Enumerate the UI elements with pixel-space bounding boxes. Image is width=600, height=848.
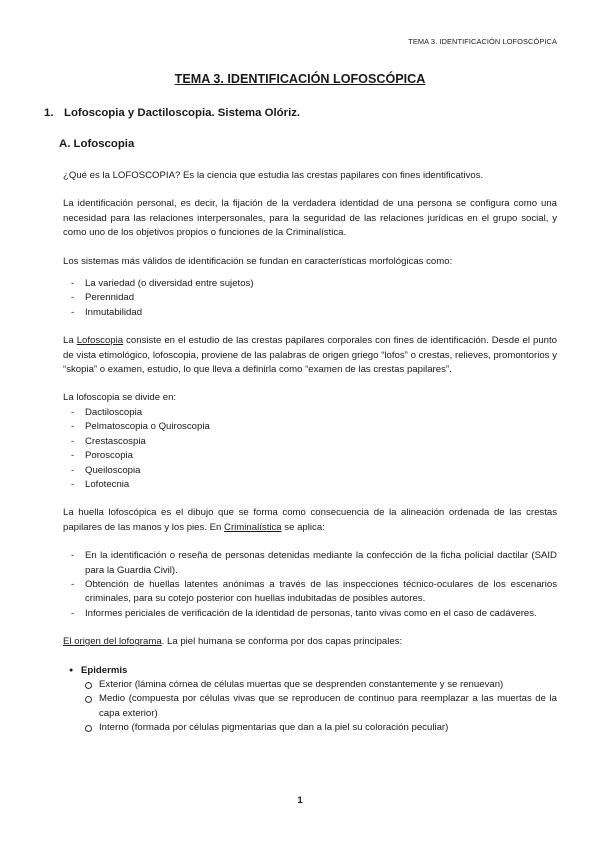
- paragraph-identification: La identificación personal, es decir, la fijación de la verdadera identidad de una persona se configura como una necesidad para las relaciones interpersonales, para la seguridad de las relaciones jurídicas en el grupo social, y como uno de los objetivos propios o funciones de la Criminalística.: [63, 198, 557, 239]
- applications-list: [63, 549, 557, 621]
- list-item: - La variedad (o diversidad entre sujetos): [63, 277, 557, 291]
- term-criminalistica: Criminalística: [224, 521, 282, 533]
- list-item: - Perennidad: [63, 291, 557, 305]
- running-header: TEMA 3. IDENTIFICACIÓN LOFOSCÓPICA: [408, 37, 557, 46]
- divisions-list: [63, 406, 557, 492]
- page-number: 1: [297, 795, 303, 806]
- list-item: Medio (compuesta por células vivas que se reproducen de continuo para reemplazar a las muertas de la capa exterior): [63, 692, 557, 721]
- epidermis-layers-list: [63, 678, 557, 736]
- list-item: - Crestascospia: [63, 435, 557, 449]
- paragraph-huella: [63, 506, 557, 535]
- list-item: - Dactiloscopia: [63, 406, 557, 420]
- text-end: se aplica:: [281, 521, 325, 533]
- characteristics-list: [63, 277, 557, 320]
- text-start: La huella lofoscópica es el dibujo que se forma como consecuencia de la alineación ordenada de las crestas papilares de las manos y los pies. En: [63, 507, 557, 533]
- epidermis-heading: ● Epidermis: [63, 664, 557, 678]
- paragraph-origen: [63, 635, 557, 649]
- list-item: - Pelmatoscopia o Quiroscopia: [63, 420, 557, 434]
- section-title: Lofoscopia y Dactiloscopia. Sistema Olóriz.: [64, 107, 301, 119]
- list-item: - Poroscopia: [63, 449, 557, 463]
- list-item: - Queiloscopia: [63, 464, 557, 478]
- section-heading-1: [44, 107, 300, 119]
- list-item: - Obtención de huellas latentes anónimas a través de las inspecciones técnico-oculares de los escenarios criminales, para su cotejo posterior con huellas indubitadas de posibles autores.: [63, 578, 557, 607]
- paragraph-divisions: La lofoscopia se divide en:: [63, 392, 177, 404]
- subsection-heading-a: A. Lofoscopia: [59, 138, 135, 150]
- list-item: - Inmutabilidad: [63, 306, 557, 320]
- list-item: Interno (formada por células pigmentarias que dan a la piel su coloración peculiar): [63, 721, 557, 735]
- paragraph-lofoscopia: [63, 334, 557, 377]
- term-lofoscopia: Lofoscopia: [76, 335, 124, 347]
- section-number: 1.: [44, 107, 54, 119]
- term-origen-lofograma: El origen del lofograma: [63, 636, 162, 648]
- document-title: TEMA 3. IDENTIFICACIÓN LOFOSCÓPICA: [174, 72, 426, 86]
- list-item: - Lofotecnia: [63, 478, 557, 492]
- text-rest: consiste en el estudio de las crestas papilares corporales con fines de identificación. Desde el punto de vista etimológico, lofoscopia, proviene de las palabras de origen griego “lofos” o crestas, relieves, promontorios y “skopia” o examen, estudio, lo que lleva a definirla como “examen de las crestas papilares”.: [63, 335, 557, 376]
- list-item: - Informes periciales de verificación de la identidad de personas, tanto vivas como en el caso de cadáveres.: [63, 607, 557, 621]
- text-rest: . La piel humana se conforma por dos capas principales:: [161, 636, 403, 648]
- body-content: [63, 169, 557, 736]
- list-item: Exterior (lámina córnea de células muertas que se desprenden constantemente y se renuevan): [63, 678, 557, 692]
- list-item: - En la identificación o reseña de personas detenidas mediante la confección de la ficha policial dactilar (SAID para la Guardia Civil).: [63, 549, 557, 578]
- paragraph-systems: Los sistemas más válidos de identificación se fundan en características morfológicas como:: [63, 255, 453, 267]
- text-lead: La: [63, 335, 77, 347]
- paragraph-definition: ¿Qué es la LOFOSCOPIA? Es la ciencia que estudia las crestas papilares con fines identificativos.: [63, 170, 484, 181]
